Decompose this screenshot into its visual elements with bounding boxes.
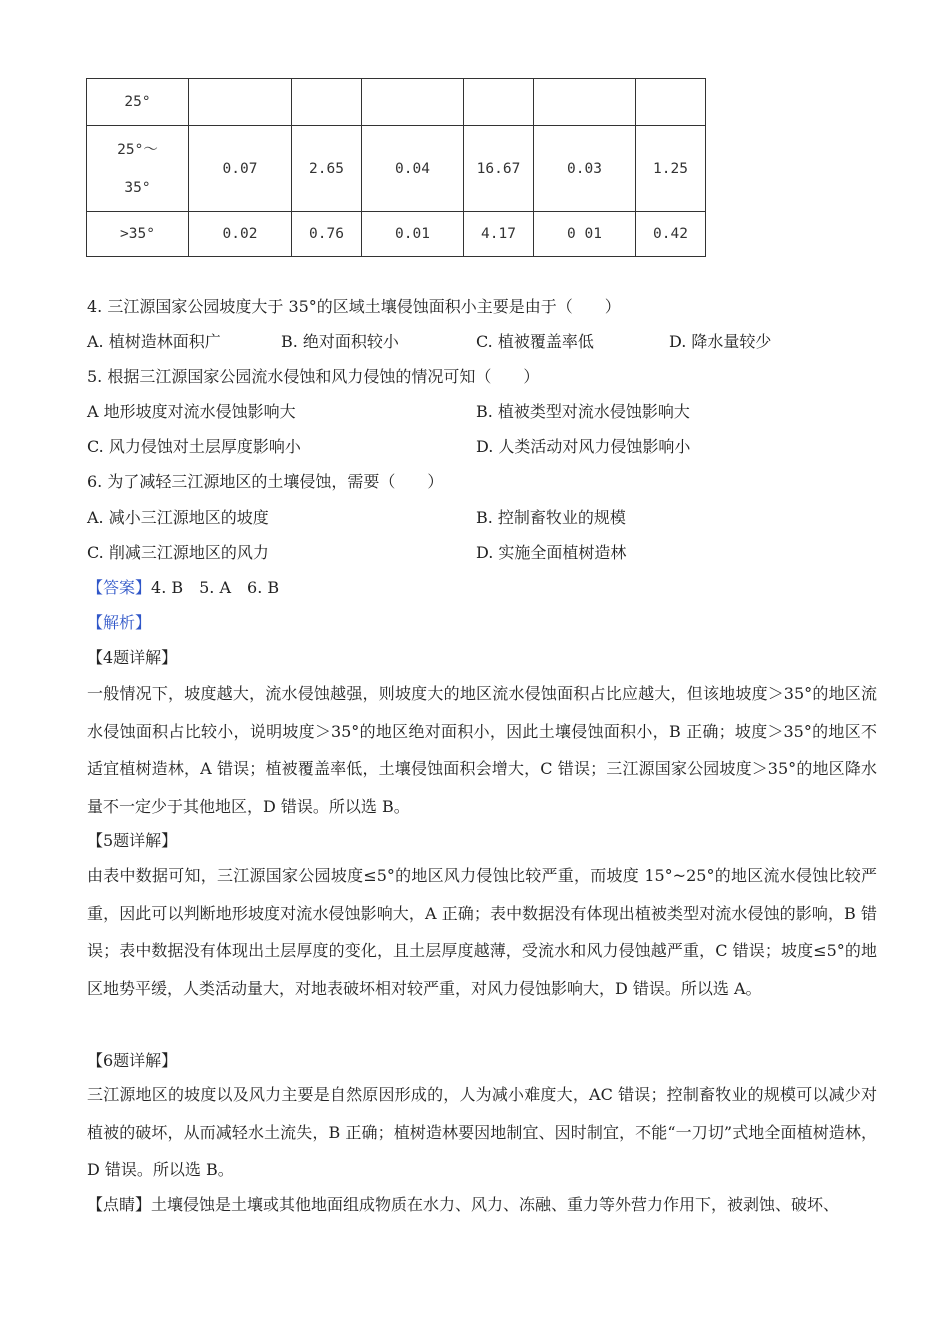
slope-line: 35° bbox=[124, 179, 151, 196]
question-5-option-d: D. 人类活动对风力侵蚀影响小 bbox=[476, 437, 691, 456]
table-cell bbox=[636, 79, 706, 126]
table-cell bbox=[189, 79, 292, 126]
slope-cell: >35° bbox=[87, 212, 189, 257]
question-4-option-b: B. 绝对面积较小 bbox=[281, 332, 399, 351]
table-row bbox=[87, 79, 706, 126]
question-4-option-c: C. 植被覆盖率低 bbox=[476, 332, 594, 351]
answer-label: 【答案】 bbox=[87, 578, 152, 597]
table-cell: 0.07 bbox=[189, 126, 292, 212]
question-5-option-b: B. 植被类型对流水侵蚀影响大 bbox=[476, 402, 690, 421]
question-6-stem: 6. 为了减轻三江源地区的土壤侵蚀，需要（ ） bbox=[87, 472, 444, 491]
note-text: 土壤侵蚀是土壤或其他地面组成物质在水力、风力、冻融、重力等外营力作用下，被剥蚀、破坏、 bbox=[151, 1195, 840, 1214]
table-cell bbox=[362, 79, 464, 126]
table-cell: 4.17 bbox=[464, 212, 534, 257]
table-cell bbox=[292, 79, 362, 126]
table-row bbox=[87, 126, 706, 212]
detail-4-heading: 【4题详解】 bbox=[87, 648, 178, 667]
question-5-option-a: A 地形坡度对流水侵蚀影响大 bbox=[87, 402, 296, 421]
table-cell bbox=[534, 79, 636, 126]
detail-5-text: 由表中数据可知，三江源国家公园坡度≤5°的地区风力侵蚀比较严重，而坡度 15°~25°的地区流水侵蚀比较严重，因此可以判断地形坡度对流水侵蚀影响大，A 正确；表中数据没有体现出植被类型对流水侵蚀的影响，B 错误；表中数据没有体现出土层厚度的变化，且土层厚度越薄，受流水和风力侵蚀越严重，C 错误；坡度≤5°的地区地势平缓，人类活动量大，对地表破坏相对较严重，对风力侵蚀影响大，D 错误。所以选 A。 bbox=[87, 866, 877, 998]
note-label: 【点睛】 bbox=[87, 1195, 152, 1214]
question-6-option-b: B. 控制畜牧业的规模 bbox=[476, 508, 626, 527]
question-5-option-c: C. 风力侵蚀对土层厚度影响小 bbox=[87, 437, 301, 456]
question-6-option-c: C. 削减三江源地区的风力 bbox=[87, 543, 269, 562]
slope-cell bbox=[87, 126, 189, 212]
detail-4-text: 一般情况下，坡度越大，流水侵蚀越强，则坡度大的地区流水侵蚀面积占比应越大，但该地坡度＞35°的地区流水侵蚀面积占比较小，说明坡度＞35°的地区绝对面积小，因此土壤侵蚀面积小，B 正确；坡度＞35°的地区不适宜植树造林，A 错误；植被覆盖率低，土壤侵蚀面积会增大，C 错误；三江源国家公园坡度＞35°的地区降水量不一定少于其他地区，D 错误。所以选 B。 bbox=[87, 684, 877, 816]
question-5-stem: 5. 根据三江源国家公园流水侵蚀和风力侵蚀的情况可知（ ） bbox=[87, 367, 540, 386]
table-cell: 1.25 bbox=[636, 126, 706, 212]
table-cell: 0.76 bbox=[292, 212, 362, 257]
analysis-label: 【解析】 bbox=[87, 613, 152, 632]
answer-line bbox=[87, 577, 279, 599]
question-4-stem: 4. 三江源国家公园坡度大于 35°的区域土壤侵蚀面积小主要是由于（ ） bbox=[87, 297, 621, 316]
table-row bbox=[87, 212, 706, 257]
question-4-option-a: A. 植树造林面积广 bbox=[87, 332, 221, 351]
question-4-option-d: D. 降水量较少 bbox=[669, 332, 772, 351]
slope-cell: 25° bbox=[87, 79, 189, 126]
erosion-data-table bbox=[86, 78, 706, 257]
table-cell bbox=[464, 79, 534, 126]
answer-text: 4. B 5. A 6. B bbox=[151, 578, 280, 597]
detail-6-heading: 【6题详解】 bbox=[87, 1051, 178, 1070]
table-cell: 0.02 bbox=[189, 212, 292, 257]
note-line bbox=[87, 1194, 839, 1216]
table-cell: 0.01 bbox=[362, 212, 464, 257]
question-6-option-a: A. 减小三江源地区的坡度 bbox=[87, 508, 269, 527]
detail-5-heading: 【5题详解】 bbox=[87, 831, 178, 850]
question-6-option-d: D. 实施全面植树造林 bbox=[476, 543, 627, 562]
table-cell: 0.04 bbox=[362, 126, 464, 212]
table-cell: 2.65 bbox=[292, 126, 362, 212]
table-cell: 0.03 bbox=[534, 126, 636, 212]
slope-line: 25°～ bbox=[117, 141, 158, 158]
table-cell: 0.42 bbox=[636, 212, 706, 257]
table-cell: 0 01 bbox=[534, 212, 636, 257]
table-cell: 16.67 bbox=[464, 126, 534, 212]
detail-6-text: 三江源地区的坡度以及风力主要是自然原因形成的，人为减小难度大，AC 错误；控制畜牧业的规模可以减少对植被的破坏，从而减轻水土流失，B 正确；植树造林要因地制宜、因时制宜，不能“一刀切”式地全面植树造林，D 错误。所以选 B。 bbox=[87, 1085, 877, 1179]
